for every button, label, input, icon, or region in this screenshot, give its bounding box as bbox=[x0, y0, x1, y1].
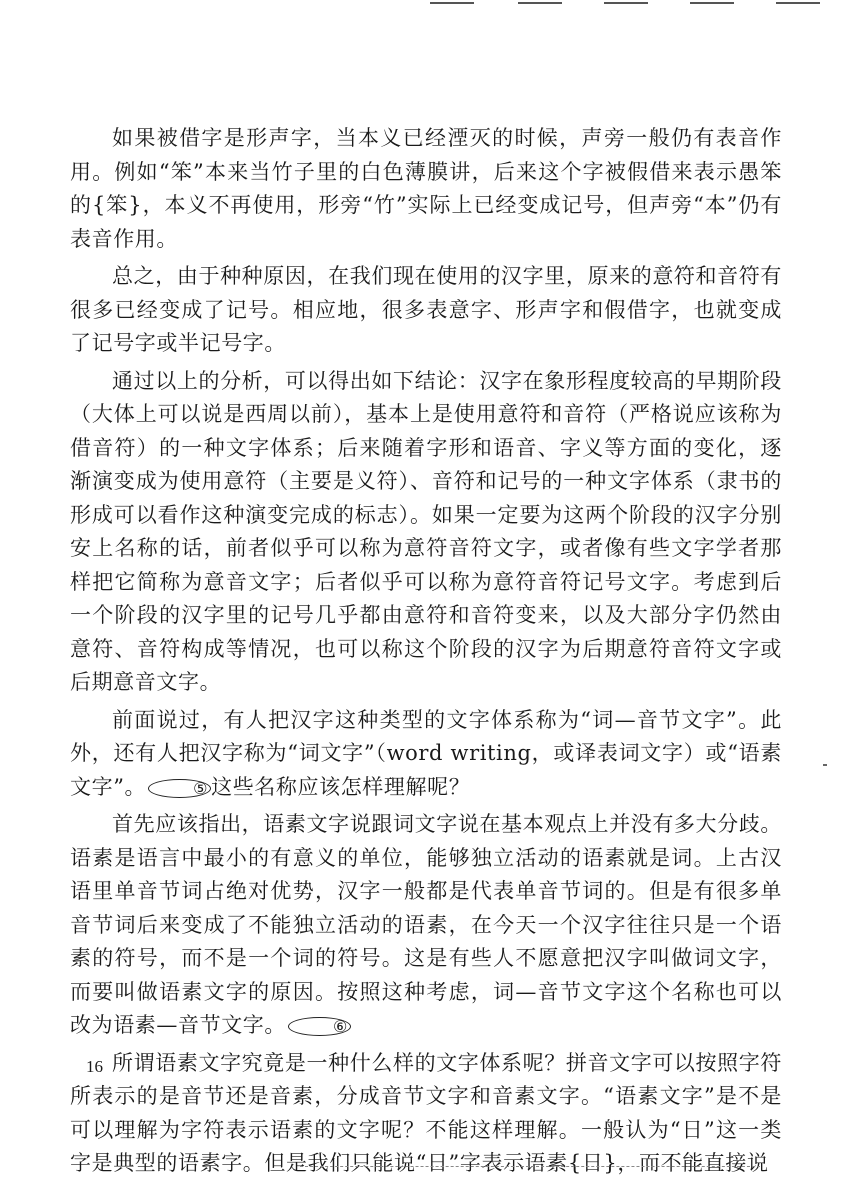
paragraph-5-text: 首先应该指出，语素文字说跟词文字说在基本观点上并没有多大分歧。语素是语言中最小的有意义的单位，能够独立活动的语素就是词。上古汉语里单音节词占绝对优势，汉字一般都是代表单音节词的。但是有很多单音节词后来变成了不能独立活动的语素，在今天一个汉字往往只是一个语素的符号，而不是一个词的符号。这是有些人不愿意把汉字叫做词文字，而要叫做语素文字的原因。按照这种考虑，词—音节文字这个名称也可以改为语素—音节文字。 bbox=[70, 812, 782, 1037]
footnote-marker-5[interactable]: ⑤ bbox=[148, 779, 211, 798]
bottom-scan-rule bbox=[300, 1166, 760, 1168]
page-number: 16 bbox=[86, 1057, 103, 1076]
footnote-marker-6[interactable]: ⑥ bbox=[288, 1017, 351, 1036]
paragraph-3: 通过以上的分析，可以得出如下结论：汉字在象形程度较高的早期阶段（大体上可以说是西周以前），基本上是使用意符和音符（严格说应该称为借音符）的一种文字体系；后来随着字形和语音、字义等方面的变化，逐渐演变成为使用意符（主要是义符）、音符和记号的一种文字体系（隶书的形成可以看作这种演变完成的标志）。如果一定要为这两个阶段的汉字分别安上名称的话，前者似乎可以称为意符音符文字，或者像有些文字学者那样把它简称为意音文字；后者似乎可以称为意符音符记号文字。考虑到后一个阶段的汉字里的记号几乎都由意符和音符变来，以及大部分字仍然由意符、音符构成等情况，也可以称这个阶段的汉字为后期意符音符文字或后期意音文字。 bbox=[70, 368, 782, 694]
paragraph-5 bbox=[70, 808, 782, 1043]
paragraph-4-tail: 这些名称应该怎样理解呢？ bbox=[211, 774, 471, 799]
scan-mark bbox=[823, 764, 827, 766]
paragraph-1: 如果被借字是形声字，当本义已经湮灭的时候，声旁一般仍有表音作用。例如“笨”本来当竹子里的白色薄膜讲，后来这个字被假借来表示愚笨的{笨}，本义不再使用，形旁“竹”实际上已经变成记号，但声旁“本”仍有表音作用。 bbox=[70, 126, 782, 251]
page-body bbox=[70, 122, 782, 1185]
paragraph-6: 所谓语素文字究竟是一种什么样的文字体系呢？拼音文字可以按照字符所表示的是音节还是音素，分成音节文字和音素文字。“语素文字”是不是可以理解为字符表示语素的文字呢？不能这样理解。一般认为“日”这一类字是典型的语素字。但是我们只能说“日”字表示语素{日}，而不能直接说 bbox=[70, 1050, 782, 1175]
paragraph-2: 总之，由于种种原因，在我们现在使用的汉字里，原来的意符和音符有很多已经变成了记号。相应地，很多表意字、形声字和假借字，也就变成了记号字或半记号字。 bbox=[70, 264, 782, 355]
top-scan-rules bbox=[0, 0, 861, 8]
paragraph-4 bbox=[70, 704, 782, 805]
paragraph-4-text: 前面说过，有人把汉字这种类型的文字体系称为“词—音节文字”。此外，还有人把汉字称为“词文字”（word writing，或译表词文字）或“语素文字”。 bbox=[70, 707, 782, 799]
